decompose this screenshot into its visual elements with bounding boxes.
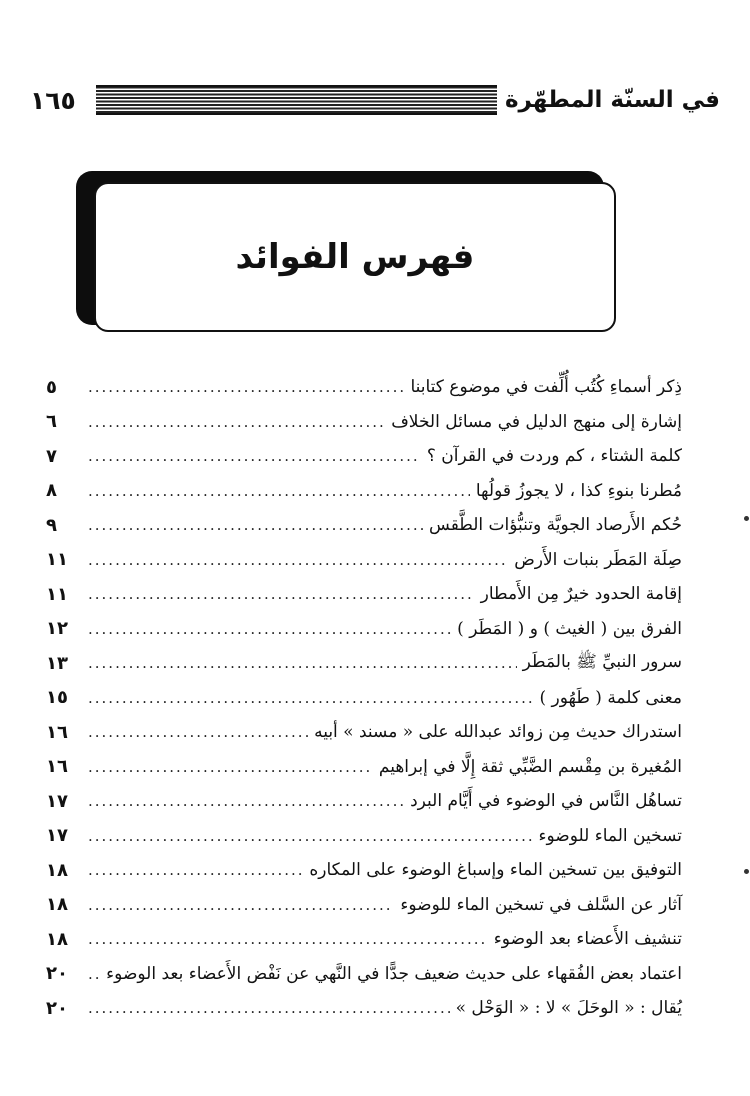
entry-page-number: ٨ bbox=[46, 480, 57, 502]
entry-title: التوفيق بين تسخين الماء وإسباغ الوضوء على المكاره bbox=[309, 860, 682, 881]
index-entry bbox=[46, 750, 682, 785]
running-title: في السنّة المطهّرة bbox=[504, 87, 720, 113]
index-entry bbox=[46, 370, 682, 405]
entry-page-number: ١١ bbox=[46, 549, 68, 571]
entry-title: المُغيرة بن مِقْسم الضَّبِّي ثقة إِلَّا في إبراهيم bbox=[378, 756, 682, 777]
header-rule bbox=[96, 85, 497, 115]
entry-title: مُطرنا بنوءِ كذا ، لا يجوزُ قولُها bbox=[475, 480, 682, 501]
dot-leader bbox=[88, 689, 533, 707]
entry-title: اعتماد بعض الفُقهاء على حديث ضعيف جدًّا في النَّهي عن نَفْض الأَعضاء بعد الوضوء bbox=[106, 963, 682, 984]
entry-page-number: ٧ bbox=[46, 445, 57, 467]
entry-page-number: ٢٠ bbox=[46, 963, 68, 985]
dot-leader bbox=[88, 792, 404, 810]
entry-title: تساهُل النَّاس في الوضوء في أَيَّام البرد bbox=[410, 791, 682, 812]
index-entry bbox=[46, 508, 682, 543]
dot-leader bbox=[88, 930, 488, 948]
dot-leader bbox=[88, 551, 508, 569]
dot-leader bbox=[88, 482, 470, 500]
entry-page-number: ١٨ bbox=[46, 894, 68, 916]
entry-page-number: ١٨ bbox=[46, 859, 68, 881]
entry-page-number: ١٧ bbox=[46, 790, 68, 812]
index-entry bbox=[46, 405, 682, 440]
entry-title: استدراك حديث مِن زوائد عبدالله على « مسند » أبيه bbox=[314, 722, 682, 743]
dot-leader bbox=[88, 896, 394, 914]
entry-page-number: ١٣ bbox=[46, 652, 68, 674]
entry-title: تنشيف الأَعضاء بعد الوضوء bbox=[493, 929, 682, 950]
entry-page-number: ١١ bbox=[46, 583, 68, 605]
dot-leader bbox=[88, 413, 385, 431]
index-entry bbox=[46, 888, 682, 923]
entry-page-number: ٥ bbox=[46, 376, 57, 398]
entry-title: تسخين الماء للوضوء bbox=[538, 825, 682, 846]
entry-title: حُكم الأَرصاد الجويَّة وتنبُّؤات الطَّقس bbox=[429, 515, 682, 536]
index-entry bbox=[46, 957, 682, 992]
entry-page-number: ١٥ bbox=[46, 687, 68, 709]
index-entry bbox=[46, 853, 682, 888]
entry-page-number: ٩ bbox=[46, 514, 57, 536]
dot-leader bbox=[88, 585, 475, 603]
dot-leader bbox=[88, 999, 450, 1017]
title-box bbox=[94, 182, 616, 332]
entry-title: الفرق بين ( الغيث ) و ( المَطَر ) bbox=[457, 618, 682, 639]
index-entry bbox=[46, 715, 682, 750]
entry-page-number: ١٦ bbox=[46, 721, 68, 743]
index-entry bbox=[46, 646, 682, 681]
entry-page-number: ٢٠ bbox=[46, 997, 68, 1019]
entry-title: سرور النبيِّ ﷺ بالمَطَر bbox=[522, 651, 682, 672]
entry-title: إقامة الحدود خيرٌ مِن الأَمطار bbox=[480, 584, 682, 605]
dot-leader bbox=[88, 965, 100, 983]
dot-leader bbox=[88, 723, 308, 741]
entry-page-number: ١٧ bbox=[46, 825, 68, 847]
index-entry bbox=[46, 577, 682, 612]
dot-leader bbox=[88, 378, 404, 396]
dot-leader bbox=[88, 654, 517, 672]
index-entry bbox=[46, 922, 682, 957]
index-entry bbox=[46, 543, 682, 578]
entry-page-number: ١٢ bbox=[46, 618, 68, 640]
entry-title: يُقال : « الوحَلَ » لا : « الوَحْل » bbox=[455, 998, 682, 1019]
entry-page-number: ٦ bbox=[46, 411, 57, 433]
dot-leader bbox=[88, 447, 421, 465]
dot-leader bbox=[88, 861, 303, 879]
entry-title: آثار عن السَّلف في تسخين الماء للوضوء bbox=[400, 894, 682, 915]
index-entry bbox=[46, 439, 682, 474]
index-entry bbox=[46, 784, 682, 819]
index-title: فهرس الفوائد bbox=[235, 237, 475, 277]
index-entry bbox=[46, 819, 682, 854]
entry-page-number: ١٦ bbox=[46, 756, 68, 778]
index-entry bbox=[46, 474, 682, 509]
entry-title: ذِكر أسماءِ كُتُب أُلِّفت في موضوع كتابنا bbox=[410, 377, 682, 398]
entry-title: معنى كلمة ( طَهُور ) bbox=[539, 687, 682, 708]
dot-leader bbox=[88, 827, 533, 845]
entry-page-number: ١٨ bbox=[46, 928, 68, 950]
index-entry bbox=[46, 681, 682, 716]
index-list bbox=[46, 370, 682, 1026]
page-number: ١٦٥ bbox=[30, 85, 76, 115]
margin-mark bbox=[744, 516, 749, 521]
index-entry bbox=[46, 991, 682, 1026]
dot-leader bbox=[88, 758, 373, 776]
dot-leader bbox=[88, 620, 451, 638]
entry-title: إشارة إلى منهج الدليل في مسائل الخلاف bbox=[391, 411, 682, 432]
page-header bbox=[30, 82, 720, 118]
margin-mark bbox=[744, 869, 749, 874]
index-entry bbox=[46, 612, 682, 647]
entry-title: كلمة الشتاء ، كم وردت في القرآن ؟ bbox=[426, 446, 682, 467]
entry-title: صِلَة المَطَر بنبات الأَرض bbox=[514, 549, 682, 570]
dot-leader bbox=[88, 516, 423, 534]
